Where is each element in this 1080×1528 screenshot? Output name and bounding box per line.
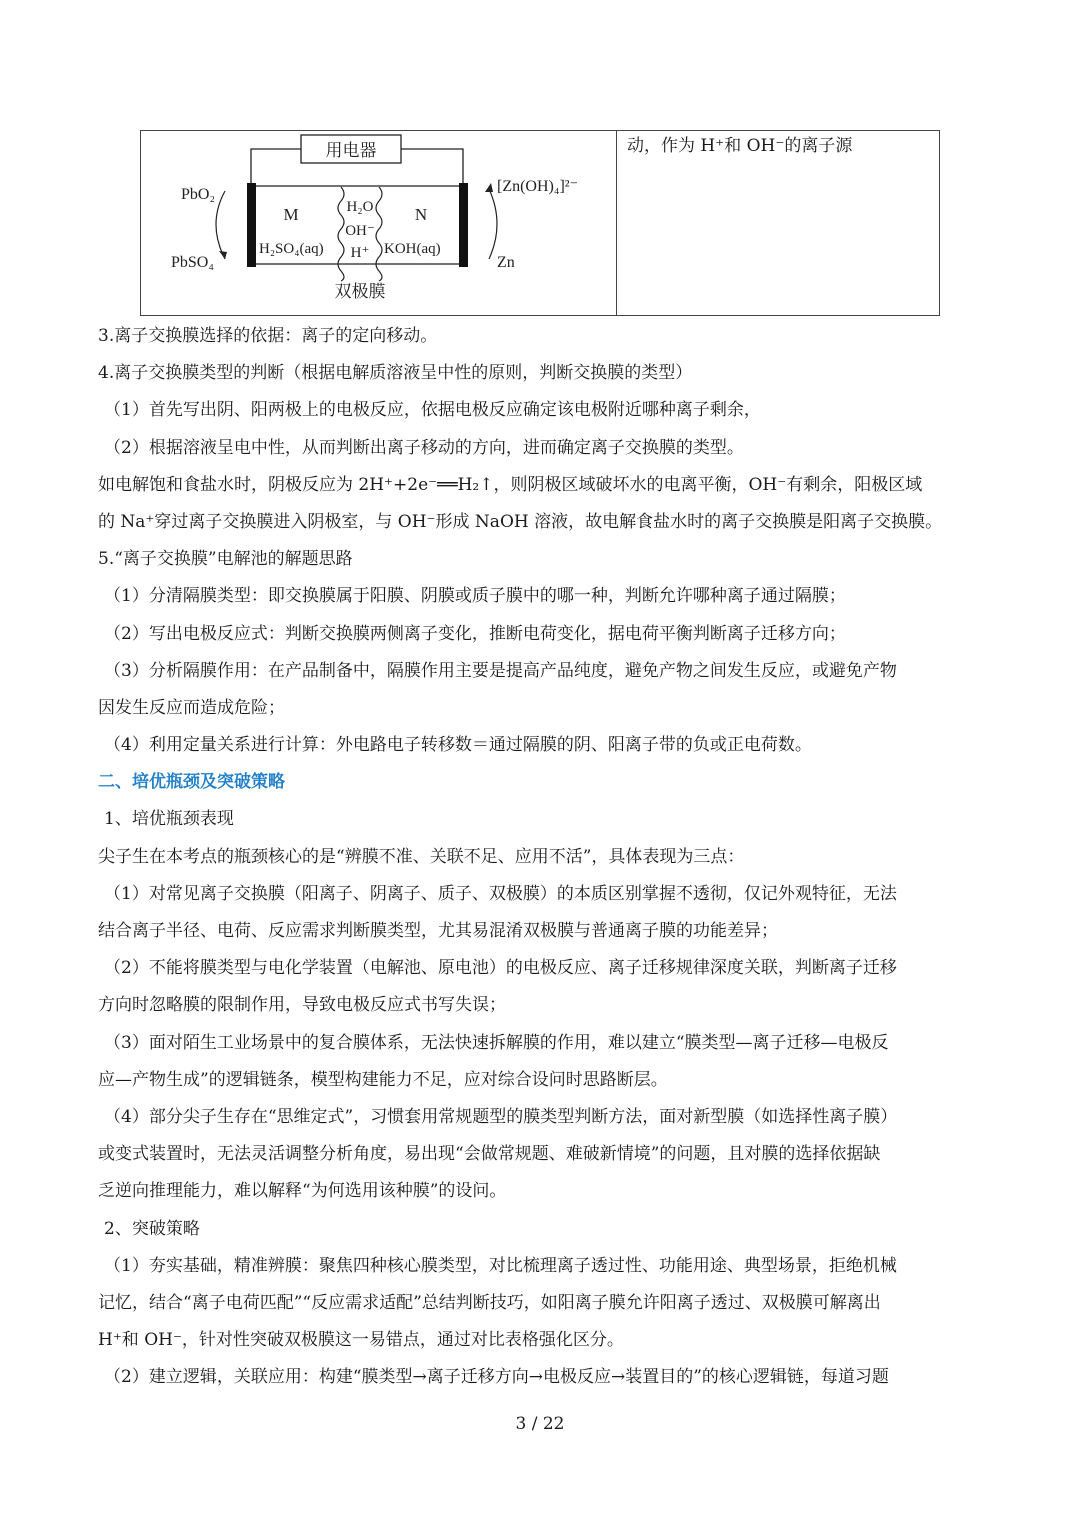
figure-note: 动，作为 H⁺和 OH⁻的离子源	[627, 136, 853, 156]
paragraph-line: 5.“离子交换膜”电解池的解题思路	[98, 549, 353, 570]
list-item: （2）不能将膜类型与电化学装置（电解池、原电池）的电极反应、离子迁移规律深度关联，判断离子迁移	[104, 958, 897, 979]
left-reaction-arrow	[216, 191, 225, 259]
list-item: （1）分清隔膜类型：即交换膜属于阳膜、阴膜或质子膜中的哪一种，判断允许哪种离子通过隔膜；	[104, 586, 846, 607]
list-item: （2）根据溶液呈电中性，从而判断出离子移动的方向，进而确定离子交换膜的类型。	[104, 437, 744, 458]
membrane-right-face	[376, 187, 382, 281]
list-item: （1）对常见离子交换膜（阳离子、阴离子、质子、双极膜）的本质区别掌握不透彻，仅记外观特征，无法	[104, 883, 897, 904]
wire-right	[401, 149, 463, 186]
paragraph-line: 记忆，结合“离子电荷匹配”“反应需求适配”总结判断技巧，如阳离子膜允许阳离子透过、双极膜可解离出	[98, 1292, 881, 1313]
paragraph-line: 结合离子半径、电荷、反应需求判断膜类型，尤其易混淆双极膜与普通离子膜的功能差异；	[98, 921, 778, 941]
paragraph-line: 或变式装置时，无法灵活调整分析角度，易出现“会做常规题、难破新情境”的问题，且对膜的选择依据缺	[98, 1144, 881, 1165]
page-number: 3 / 22	[515, 1414, 565, 1434]
pbo2-label: PbO₂	[181, 186, 216, 203]
wire-left	[251, 149, 301, 186]
paragraph-line: 3.离子交换膜选择的依据：离子的定向移动。	[98, 326, 438, 346]
list-item: （3）面对陌生工业场景中的复合膜体系，无法快速拆解膜的作用，难以建立“膜类型—离子迁移—电极反	[104, 1032, 889, 1053]
right-electrode	[459, 183, 468, 267]
paragraph-line: H⁺和 OH⁻，针对性突破双极膜这一易错点，通过对比表格强化区分。	[98, 1330, 624, 1351]
membrane-species-water: H₂O	[346, 199, 374, 215]
zn-label: Zn	[497, 254, 515, 271]
paragraph-line: 方向时忽略膜的限制作用，导致电极反应式书写失误；	[98, 995, 506, 1016]
list-item: （4）利用定量关系进行计算：外电路电子转移数＝通过隔膜的阴、阳离子带的负或正电荷数。	[104, 735, 812, 756]
left-electrode	[247, 183, 256, 267]
membrane-left-face	[338, 187, 344, 281]
paragraph-line: 尖子生在本考点的瓶颈核心的是“辨膜不准、关联不足、应用不活”，具体表现为三点：	[98, 846, 745, 867]
list-item: （3）分析隔膜作用：在产品制备中，隔膜作用主要是提高产品纯度，避免产物之间发生反应，或避免产物	[104, 660, 897, 681]
subsection-heading: 2、突破策略	[104, 1218, 200, 1239]
list-item: （2）写出电极反应式：判断交换膜两侧离子变化，推断电荷变化，据电荷平衡判断离子迁移方向；	[104, 623, 846, 644]
left-arrow-head	[219, 251, 227, 259]
right-electrolyte-label: KOH(aq)	[384, 241, 441, 257]
paragraph-line: 4.离子交换膜类型的判断（根据电解质溶液呈中性的原则，判断交换膜的类型）	[98, 363, 693, 384]
membrane-label: 双极膜	[334, 282, 386, 301]
device-label: 用电器	[325, 141, 377, 160]
chamber-n-label: N	[414, 205, 428, 224]
pbso4-label: PbSO₄	[171, 254, 214, 271]
list-item: （2）建立逻辑，关联应用：构建“膜类型→离子迁移方向→电极反应→装置目的”的核心逻辑链，每道习题	[104, 1367, 889, 1388]
section-heading: 二、培优瓶颈及突破策略	[98, 772, 285, 793]
left-electrolyte-label: H₂SO₄(aq)	[259, 241, 324, 257]
paragraph-line: 因发生反应而造成危险；	[98, 697, 285, 718]
right-arrow-head	[485, 183, 493, 192]
list-item: （1）首先写出阴、阳两极上的电极反应，依据电极反应确定该电极附近哪种离子剩余，	[104, 400, 761, 421]
membrane-species-proton: H⁺	[350, 245, 370, 261]
membrane-species-hydroxide: OH⁻	[345, 223, 375, 239]
zincate-label: [Zn(OH)₄]²⁻	[497, 178, 579, 195]
list-item: （4）部分尖子生存在“思维定式”，习惯套用常规题型的膜类型判断方法，面对新型膜（如选择性离子膜）	[104, 1106, 898, 1127]
paragraph-line: 应—产物生成”的逻辑链条，模型构建能力不足，应对综合设问时思路断层。	[98, 1069, 668, 1090]
bipolar-membrane-cell-diagram	[141, 131, 615, 314]
paragraph-line: 的 Na⁺穿过离子交换膜进入阴极室，与 OH⁻形成 NaOH 溶液，故电解食盐水时的离子交换膜是阳离子交换膜。	[98, 511, 943, 532]
paragraph-line: 如电解饱和食盐水时，阴极反应为 2H⁺+2e⁻══H₂↑，则阴极区域破坏水的电离平衡，OH⁻有剩余，阳极区域	[98, 474, 923, 495]
paragraph-line: 乏逆向推理能力，难以解释“为何选用该种膜”的设问。	[98, 1181, 507, 1202]
figure-table	[140, 130, 940, 316]
figure-cell	[141, 131, 617, 315]
list-item: （1）夯实基础，精准辨膜：聚焦四种核心膜类型，对比梳理离子透过性、功能用途、典型场景，拒绝机械	[104, 1255, 897, 1276]
chamber-m-label: M	[283, 205, 299, 224]
right-reaction-arrow	[489, 189, 497, 259]
body-text	[98, 318, 988, 1396]
subsection-heading: 1、培优瓶颈表现	[104, 809, 234, 830]
